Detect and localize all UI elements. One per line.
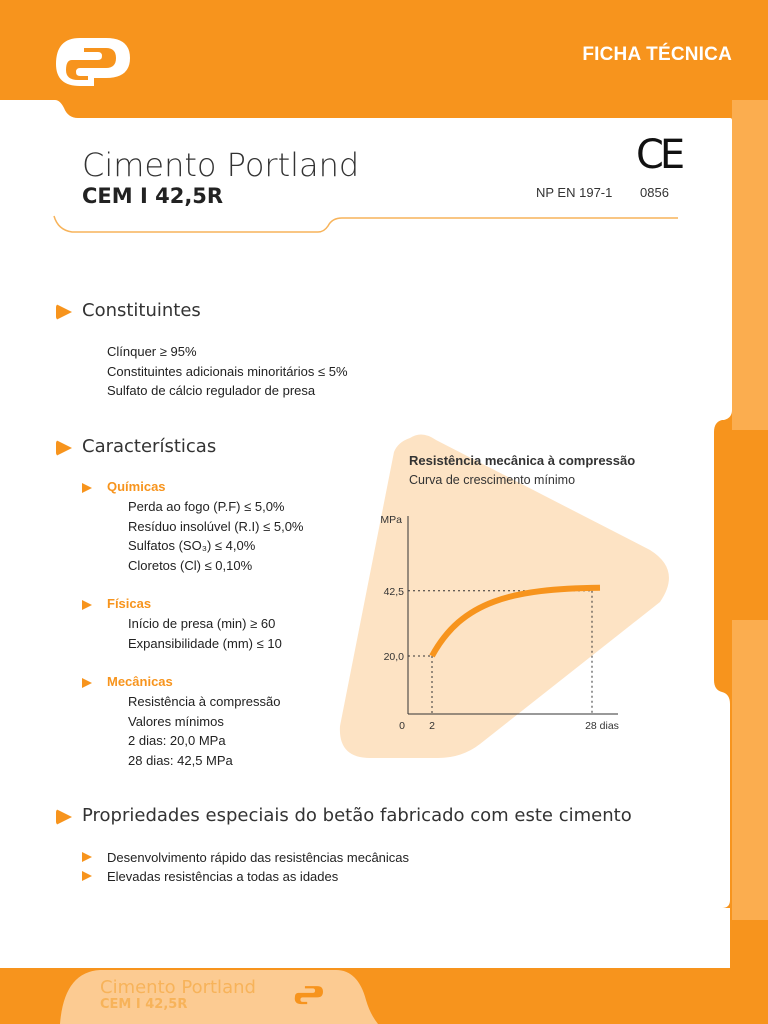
standard-code: NP EN 197-1 xyxy=(536,185,613,200)
x-tick-label: 0 xyxy=(399,720,405,732)
list-item: Constituintes adicionais minoritários ≤ 5% xyxy=(107,363,348,379)
footer-title: Cimento Portland xyxy=(100,977,256,998)
list-bullet-icon xyxy=(82,852,92,862)
product-subtitle: CEM I 42,5R xyxy=(82,184,224,208)
constituintes-list xyxy=(107,342,348,401)
chart-title: Resistência mecânica à compressão xyxy=(409,453,636,468)
list-item: Início de presa (min) ≥ 60 xyxy=(128,616,276,631)
subsection-bullet-icon xyxy=(82,678,92,688)
list-item: Perda ao fogo (P.F) ≤ 5,0% xyxy=(128,499,285,514)
list-item: Expansibilidade (mm) ≤ 10 xyxy=(128,635,282,651)
ce-mark-icon: CE xyxy=(636,132,682,178)
x-tick-label: 2 xyxy=(429,720,435,732)
ficha-tecnica-label: FICHA TÉCNICA xyxy=(582,44,732,65)
section-bullet-icon xyxy=(56,440,72,456)
list-item: Elevadas resistências a todas as idades xyxy=(107,869,339,884)
footer-logo-icon xyxy=(288,978,332,1010)
list-item: Clínquer ≥ 95% xyxy=(107,344,197,359)
list-item: 28 dias: 42,5 MPa xyxy=(128,752,233,768)
mecanicas-list xyxy=(128,692,280,770)
fisicas-label: Físicas xyxy=(107,596,152,611)
x-tick-label: 28 dias xyxy=(585,720,619,732)
list-item: Sulfatos (SO₃) ≤ 4,0% xyxy=(128,538,256,553)
constituintes-heading: Constituintes xyxy=(82,300,201,321)
certificate-number: 0856 xyxy=(640,185,669,200)
mecanicas-label: Mecânicas xyxy=(107,674,173,689)
list-item: Resistência à compressão xyxy=(128,694,281,709)
quimicas-list xyxy=(128,497,304,575)
subsection-bullet-icon xyxy=(82,600,92,610)
caracteristicas-heading: Características xyxy=(82,436,217,457)
quimicas-label: Químicas xyxy=(107,479,166,494)
fisicas-list xyxy=(128,614,282,653)
list-item: Sulfato de cálcio regulador de presa xyxy=(107,383,316,398)
propriedades-heading: Propriedades especiais do betão fabricado com este cimento xyxy=(82,805,632,826)
list-item: Valores mínimos xyxy=(128,713,224,729)
list-item: 2 dias: 20,0 MPa xyxy=(128,733,226,748)
chart-subtitle: Curva de crescimento mínimo xyxy=(409,473,576,487)
product-title: Cimento Portland xyxy=(82,146,360,184)
subsection-bullet-icon xyxy=(82,483,92,493)
section-bullet-icon xyxy=(56,809,72,825)
list-item: Desenvolvimento rápido das resistências mecânicas xyxy=(107,850,410,865)
y-tick-label: 20,0 xyxy=(383,651,404,663)
y-tick-label: 42,5 xyxy=(383,585,404,598)
footer-subtitle: CEM I 42,5R xyxy=(100,997,188,1012)
section-bullet-icon xyxy=(56,304,72,320)
list-bullet-icon xyxy=(82,871,92,881)
list-item: Resíduo insolúvel (R.I) ≤ 5,0% xyxy=(128,518,304,534)
company-logo-icon xyxy=(54,36,132,88)
list-item: Cloretos (Cl) ≤ 0,10% xyxy=(128,557,253,573)
y-axis-label: MPa xyxy=(380,514,402,526)
